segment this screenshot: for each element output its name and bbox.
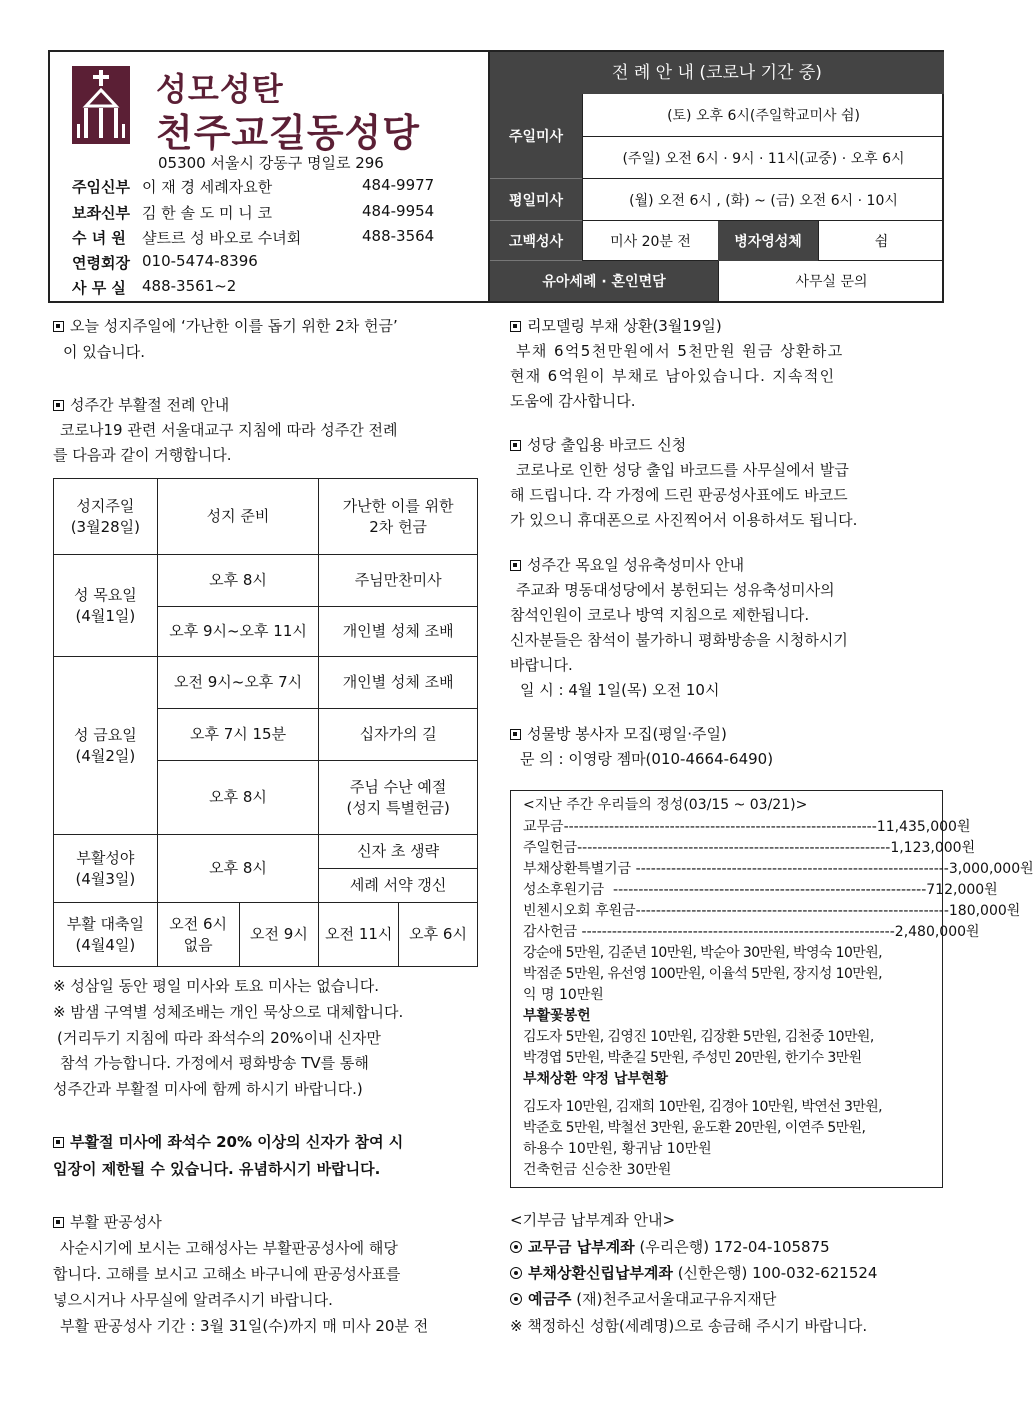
- note-text: (거리두기 지침에 따라 좌석수의 20%이내 신자만: [57, 1029, 381, 1047]
- mass-time-cell: 오전 9시: [239, 903, 319, 967]
- day-cell: 부활 대축일 (4월4일): [54, 903, 158, 967]
- day-cell: 성 목요일 (4월1일): [54, 555, 158, 657]
- staff-name: 010-5474-8396: [142, 252, 258, 270]
- bulletin-header: [48, 50, 944, 303]
- offering-row: 성소후원기금 -------------------------------------------------------------- 712,000원: [523, 882, 998, 898]
- notice-text: 도움에 감사합니다.: [510, 392, 636, 410]
- staff-phone: 488-3564: [362, 227, 435, 245]
- sunday-mass-label: 주일미사: [490, 94, 582, 179]
- event-cell: 신자 초 생략: [319, 835, 478, 869]
- notice-title: 부활 판공성사: [53, 1210, 162, 1234]
- notice-text: 바랍니다.: [510, 656, 573, 674]
- notice-second-collection: 오늘 성지주일에 ‘가난한 이를 돕기 위한 2차 헌금’: [53, 314, 398, 338]
- notice-easter-capacity: 부활절 미사에 좌석수 20% 이상의 신자가 참여 시: [53, 1130, 403, 1154]
- staff-name: 이 재 경 세례자요한: [142, 178, 273, 196]
- notice-text: 부활 판공성사 기간 : 3월 31일(수)까지 매 미사 20분 전: [60, 1317, 429, 1335]
- time-cell: 오후 9시~오후 11시: [157, 607, 319, 657]
- building-offering: 건축헌금 신승찬 30만원: [523, 1162, 672, 1178]
- offering-row: 부채상환특별기금 -------------------------------------------------------------- 3,000,000원: [523, 861, 1034, 877]
- debt-pledge-list: 박준호 5만원, 박철선 3만원, 윤도환 20만원, 이연주 5만원,: [523, 1120, 866, 1136]
- mass-time-cell: 오후 6시: [399, 903, 478, 967]
- time-cell: 오후 8시: [157, 555, 319, 607]
- staff-role: 주임신부: [72, 178, 130, 196]
- square-bullet-icon: [510, 321, 521, 332]
- event-cell: 주님만찬미사: [319, 555, 478, 607]
- event-cell: 십자가의 길: [319, 709, 478, 761]
- offering-row: 주일헌금 -------------------------------------------------------------- 1,123,000원: [523, 840, 976, 856]
- notice-text: 이 있습니다.: [63, 343, 145, 361]
- staff-name: 김 한 솔 도 미 니 코: [142, 204, 273, 222]
- confession-time: 미사 20분 전: [582, 221, 718, 261]
- notice-text: 신자분들은 참석이 불가하니 평화방송을 시청하시기: [510, 631, 848, 649]
- thanks-list: 강순애 5만원, 김준년 10만원, 박순아 30만원, 박영숙 10만원,: [523, 945, 882, 961]
- note-text: 성주간과 부활절 미사에 함께 하시기 바랍니다.): [53, 1080, 363, 1098]
- notice-text: 코로나19 관련 서울대교구 지침에 따라 성주간 전례: [60, 421, 398, 439]
- notice-text: 현재 6억원이 부채로 남아있습니다. 지속적인: [510, 367, 836, 385]
- note-text: ※ 성삼일 동안 평일 미사와 토요 미사는 없습니다.: [53, 977, 380, 995]
- square-bullet-icon: [510, 560, 521, 571]
- flower-offering-title: 부활꽃봉헌: [523, 1008, 591, 1024]
- event-cell: 개인별 성체 조배: [319, 657, 478, 709]
- event-cell: 세례 서약 갱신: [319, 869, 478, 903]
- weekday-mass-label: 평일미사: [490, 179, 582, 221]
- offering-summary-box: [510, 790, 1034, 1188]
- time-cell: 오후 7시 15분: [157, 709, 319, 761]
- staff-phone: 484-9977: [362, 176, 435, 194]
- time-cell: 오전 9시~오후 7시: [157, 657, 319, 709]
- mass-time-cell: 오전 6시 없음: [157, 903, 239, 967]
- staff-role: 수 녀 원: [72, 229, 126, 247]
- square-bullet-icon: [53, 400, 64, 411]
- note-text: 참석 가능합니다. 가정에서 평화방송 TV를 통해: [60, 1054, 369, 1072]
- event-cell: 개인별 성체 조배: [319, 607, 478, 657]
- sunday-sat-time: (토) 오후 6시(주일학교미사 쉼): [582, 94, 944, 137]
- weekday-mass-time: (월) 오전 6시 , (화) ~ (금) 오전 6시 · 10시: [582, 179, 944, 221]
- notice-text: 일 시 : 4월 1일(목) 오전 10시: [520, 681, 720, 699]
- square-bullet-icon: [53, 321, 64, 332]
- notice-title: 성물방 봉사자 모집(평일·주일): [510, 722, 727, 746]
- sick-communion-value: 쉼: [818, 221, 944, 261]
- notice-title: 리모델링 부채 상환(3월19일): [510, 314, 722, 338]
- debt-pledge-list: 하용수 10만원, 황귀남 10만원: [523, 1141, 712, 1157]
- notice-text: 넣으시거나 사무실에 알려주시기 바랍니다.: [53, 1291, 333, 1309]
- account-section-title: <기부금 납부계좌 안내>: [510, 1211, 676, 1229]
- notice-text: 주교좌 명동대성당에서 봉헌되는 성유축성미사의: [516, 581, 835, 599]
- staff-phone: 484-9954: [362, 202, 435, 220]
- notice-text: 문 의 : 이영랑 젬마(010-4664-6490): [520, 750, 774, 768]
- notice-title: 성주간 부활절 전례 안내: [53, 393, 229, 417]
- staff-role: 사 무 실: [72, 279, 126, 297]
- note-text: ※ 밤샘 구역별 성체조배는 개인 묵상으로 대체합니다.: [53, 1003, 404, 1021]
- notice-text: 입장이 제한될 수 있습니다. 유념하시기 바랍니다.: [53, 1160, 381, 1178]
- liturgy-title: 전 례 안 내 (코로나 기간 중): [490, 52, 944, 94]
- account-row: 예금주 (재)천주교서울대교구유지재단: [510, 1287, 776, 1311]
- square-bullet-icon: [510, 440, 521, 451]
- mass-time-cell: 오전 11시: [319, 903, 399, 967]
- notice-text: 해 드립니다. 각 가정에 드린 판공성사표에도 바코드: [510, 486, 848, 504]
- account-row: 교무금 납부계좌 (우리은행) 172-04-105875: [510, 1235, 830, 1259]
- notice-title: 성주간 목요일 성유축성미사 안내: [510, 553, 744, 577]
- day-cell: 부활성야 (4월3일): [54, 835, 158, 903]
- time-cell: 성지 준비: [157, 479, 319, 555]
- circle-bullet-icon: [510, 1241, 522, 1253]
- square-bullet-icon: [53, 1137, 64, 1148]
- event-cell: 주님 수난 예절 (성지 특별헌금): [319, 761, 478, 835]
- church-logo-icon: [72, 66, 130, 144]
- logo-title-small: 성모성탄: [156, 70, 284, 108]
- circle-bullet-icon: [510, 1267, 522, 1279]
- staff-role: 연령회장: [72, 254, 130, 272]
- notice-text: 를 다음과 같이 거행합니다.: [53, 446, 232, 464]
- notice-text: 참석인원이 코로나 방역 지침으로 제한됩니다.: [510, 606, 810, 624]
- parish-address: 05300 서울시 강동구 명일로 296: [158, 154, 384, 172]
- logo-title-large: 천주교길동성당: [156, 110, 420, 155]
- offering-row: 교무금 -------------------------------------------------------------- 11,435,000원: [523, 819, 971, 835]
- day-cell: 성 금요일 (4월2일): [54, 657, 158, 835]
- sunday-sun-time: (주일) 오전 6시 · 9시 · 11시(교중) · 오후 6시: [582, 137, 944, 179]
- flower-offering-list: 김도자 5만원, 김영진 10만원, 김장환 5만원, 김천중 10만원,: [523, 1029, 874, 1045]
- liturgy-table: [488, 52, 944, 301]
- notice-text: 코로나로 인한 성당 출입 바코드를 사무실에서 발급: [516, 461, 849, 479]
- notice-text: 합니다. 고해를 보시고 고해소 바구니에 판공성사표를: [53, 1265, 401, 1283]
- debt-pledge-title: 부채상환 약정 납부현황: [523, 1071, 668, 1087]
- sick-communion-label: 병자영성체: [718, 221, 818, 261]
- staff-name: 샬트르 성 바오로 수녀회: [142, 229, 302, 247]
- offering-row: 감사헌금 -------------------------------------------------------------- 2,480,000원: [523, 924, 980, 940]
- square-bullet-icon: [510, 729, 521, 740]
- notice-title: 성당 출입용 바코드 신청: [510, 433, 686, 457]
- account-note: ※ 책정하신 성함(세례명)으로 송금해 주시기 바랍니다.: [510, 1317, 868, 1335]
- flower-offering-list: 박경엽 5만원, 박춘길 5만원, 주성민 20만원, 한기수 3만원: [523, 1050, 862, 1066]
- offering-row: 빈첸시오회 후원금 -------------------------------------------------------------- 180,000원: [523, 903, 1021, 919]
- debt-pledge-list: 김도자 10만원, 김재희 10만원, 김경아 10만원, 박연선 3만원,: [523, 1099, 882, 1115]
- confession-label: 고백성사: [490, 221, 582, 261]
- thanks-list: 박점준 5만원, 유선영 100만원, 이율석 5만원, 장지성 10만원,: [523, 966, 882, 982]
- parish-info: [50, 52, 488, 301]
- notice-text: 부채 6억5천만원에서 5천만원 원금 상환하고: [516, 342, 844, 360]
- circle-bullet-icon: [510, 1293, 522, 1305]
- holy-week-schedule-table: [53, 478, 478, 967]
- notice-text: 가 있으니 휴대폰으로 사진찍어서 이용하셔도 됩니다.: [510, 511, 858, 529]
- baptism-label: 유아세례 · 혼인면담: [490, 261, 718, 301]
- event-cell: 가난한 이를 위한 2차 헌금: [319, 479, 478, 555]
- time-cell: 오후 8시: [157, 835, 319, 903]
- baptism-value: 사무실 문의: [718, 261, 944, 301]
- staff-name: 488-3561~2: [142, 277, 237, 295]
- square-bullet-icon: [53, 1217, 64, 1228]
- offering-title: <지난 주간 우리들의 정성(03/15 ~ 03/21)>: [523, 797, 808, 813]
- staff-role: 보좌신부: [72, 204, 130, 222]
- thanks-list: 익 명 10만원: [523, 987, 604, 1003]
- time-cell: 오후 8시: [157, 761, 319, 835]
- account-row: 부채상환신립납부계좌 (신한은행) 100-032-621524: [510, 1261, 877, 1285]
- day-cell: 성지주일 (3월28일): [54, 479, 158, 555]
- notice-text: 사순시기에 보시는 고해성사는 부활판공성사에 해당: [60, 1239, 398, 1257]
